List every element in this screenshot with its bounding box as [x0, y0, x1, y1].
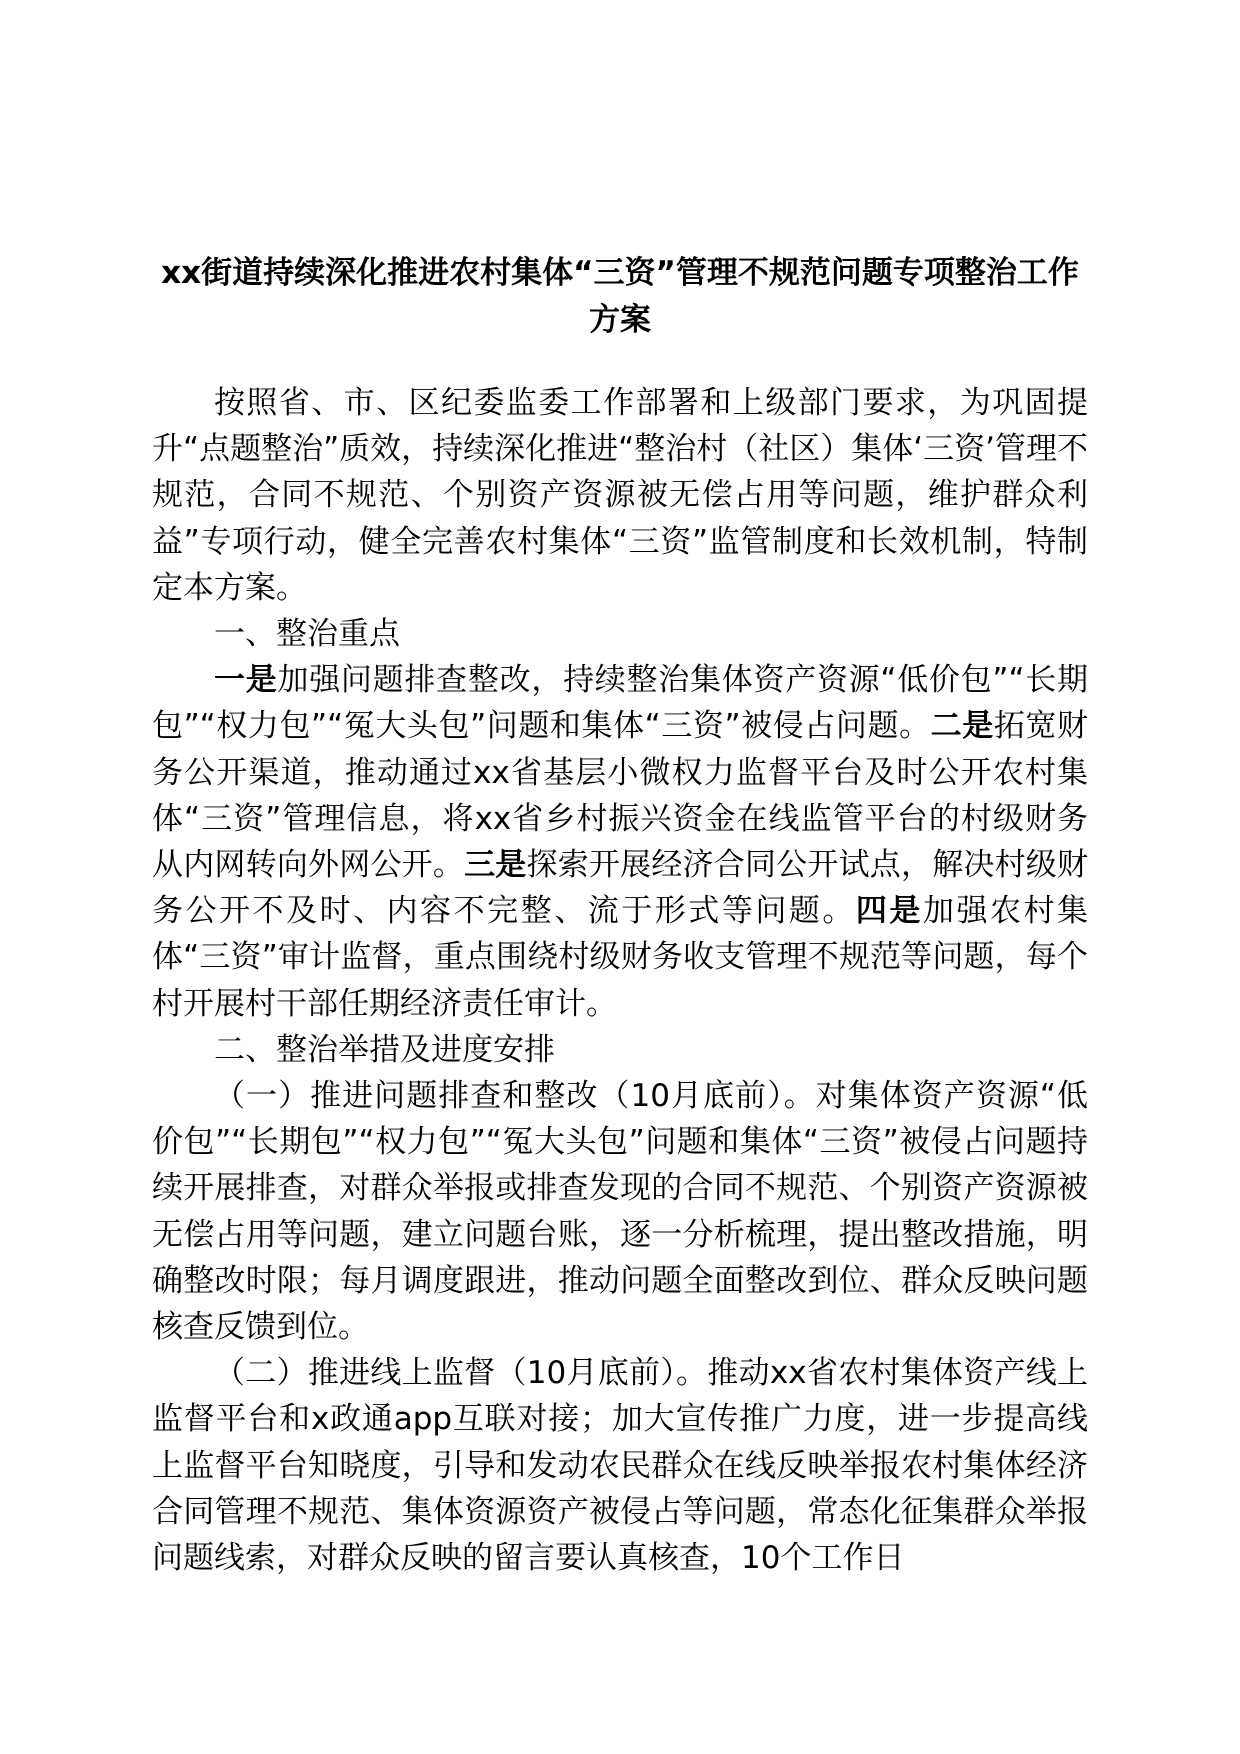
intro-paragraph: 按照省、市、区纪委监委工作部署和上级部门要求，为巩固提升“点题整治”质效，持续深化推进“整治村（社区）集体‘三资’管理不规范，合同不规范、个别资产资源被无偿占用等问题，维护群众利益”专项行动，健全完善农村集体“三资”监管制度和长效机制，特制定本方案。 [152, 385, 1088, 606]
focus-item-2-lead: 二是 [930, 708, 994, 745]
document-body [152, 380, 1088, 1581]
focus-paragraph [152, 657, 1088, 1027]
focus-item-1-lead: 一是 [214, 662, 278, 699]
focus-item-1-text: 加强问题排查整改，持续整治集体资产资源“低价包”“长期包”“权力包”“冤大头包”问题和集体“三资”被侵占问题。 [152, 662, 1088, 745]
measure-item-2: （二）推进线上监督（10月底前）。推动xx省农村集体资产线上监督平台和x政通app互联对接；加大宣传推广力度，进一步提高线上监督平台知晓度，引导和发动农民群众在线反映举报农村集体经济合同管理不规范、集体资源资产被侵占等问题，常态化征集群众举报问题线索，对群众反映的留言要认真核查，10个工作日 [152, 1355, 1088, 1577]
document-title: xx街道持续深化推进农村集体“三资”管理不规范问题专项整治工作方案 [161, 255, 1079, 338]
focus-item-2-text: 拓宽财务公开渠道，推动通过xx省基层小微权力监督平台及时公开农村集体“三资”管理信息，将xx省乡村振兴资金在线监管平台的村级财务从内网转向外网公开。 [152, 708, 1088, 884]
focus-item-3-text: 探索开展经济合同公开试点，解决村级财务公开不及时、内容不完整、流于形式等问题。 [152, 847, 1089, 930]
section-heading-focus: 一、整治重点 [214, 616, 400, 653]
focus-item-4-lead: 四是 [855, 893, 923, 930]
section-heading-measures: 二、整治举措及进度安排 [214, 1031, 555, 1068]
focus-item-4-text: 加强农村集体“三资”审计监督，重点围绕村级财务收支管理不规范等问题，每个村开展村干部任期经济责任审计。 [152, 893, 1089, 1022]
focus-item-3-lead: 三是 [464, 847, 527, 884]
measure-item-1: （一）推进问题排查和整改（10月底前）。对集体资产资源“低价包”“长期包”“权力包”“冤大头包”问题和集体“三资”被侵占问题持续开展排查，对群众举报或排查发现的合同不规范、个别资产资源被无偿占用等问题，建立问题台账，逐一分析梳理，提出整改措施，明确整改时限；每月调度跟进，推动问题全面整改到位、群众反映问题核查反馈到位。 [152, 1078, 1088, 1346]
